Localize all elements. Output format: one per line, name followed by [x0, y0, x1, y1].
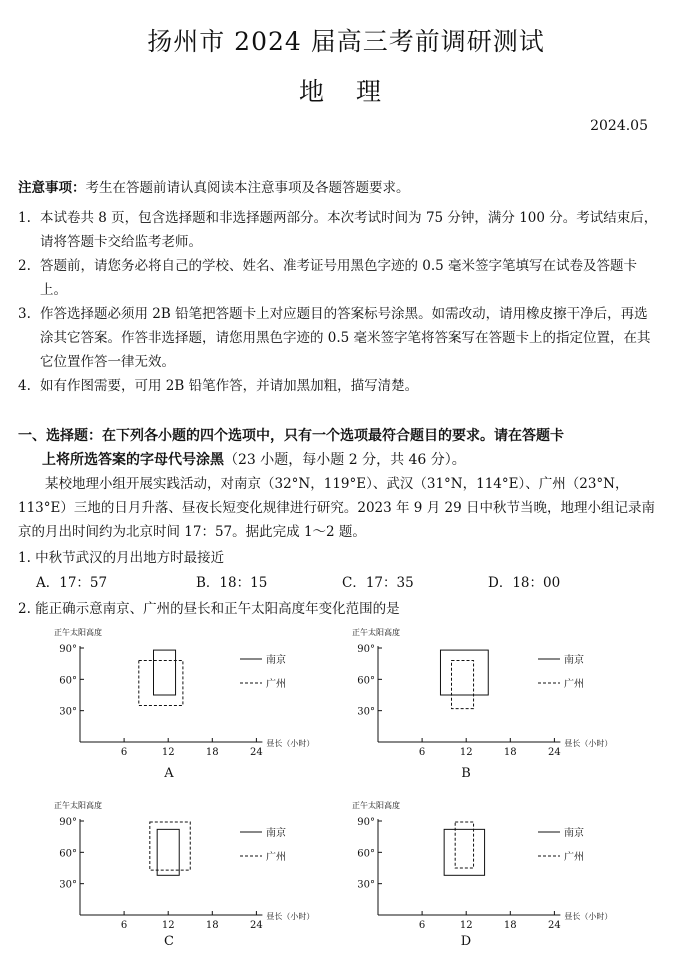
x-tick-label: 12: [161, 747, 175, 758]
notice-item-text: 作答选择题必须用 2B 铅笔把答题卡上对应题目的答案标号涂黑。如需改动，请用橡皮擦干净后，再选涂其它答案。作答非选择题，请您用黑色字迹的 0.5 毫米签字笔将答案写在答题卡上的指定位置，在其它位置作答一律无效。: [40, 306, 651, 370]
x-tick-label: 12: [459, 920, 473, 931]
y-axis-label: 正午太阳高度: [352, 801, 400, 810]
chart-letter-b: B: [461, 766, 471, 781]
section-heading: [18, 424, 658, 472]
y-tick-label: 30°: [59, 879, 77, 891]
range-box-nanjing: [440, 650, 488, 695]
y-tick-label: 60°: [357, 848, 375, 860]
option-a[interactable]: A．17：57: [36, 575, 108, 591]
legend-label: 南京: [266, 828, 286, 839]
notice-item-text: 如有作图需要，可用 2B 铅笔作答，并请加黑加粗，描写清楚。: [40, 378, 419, 394]
notice-list: [18, 206, 658, 398]
y-tick-label: 30°: [357, 879, 375, 891]
x-tick-label: 6: [120, 747, 128, 758]
notice-item-number: 3.: [18, 306, 31, 322]
chart-svg: [50, 795, 350, 945]
chart-letter-c: C: [164, 934, 174, 949]
question-2: 2. 能正确示意南京、广州的昼长和正午太阳高度年变化范围的是: [18, 601, 400, 617]
notice-intro: 考生在答题前请认真阅读本注意事项及各题答题要求。: [85, 180, 410, 196]
y-tick-label: 90°: [59, 817, 77, 828]
range-box-nanjing: [444, 829, 484, 875]
x-tick-label: 24: [548, 920, 561, 931]
section-heading-line2: [18, 448, 658, 472]
y-tick-label: 90°: [59, 644, 77, 655]
chart-svg: [50, 622, 350, 772]
section-heading-line1: 一、选择题：在下列各小题的四个选项中，只有一个选项最符合题目的要求。请在答题卡: [18, 428, 564, 444]
x-axis-label: 昼长（小时）: [564, 912, 613, 921]
x-tick-label: 18: [503, 920, 517, 931]
y-tick-label: 60°: [59, 675, 77, 687]
legend-label: 广州: [564, 852, 584, 863]
notice-item: [18, 374, 658, 398]
x-tick-label: 6: [120, 920, 128, 931]
legend-label: 南京: [564, 828, 584, 839]
y-tick-label: 90°: [357, 644, 375, 655]
x-tick-label: 24: [250, 920, 263, 931]
y-axis-label: 正午太阳高度: [54, 628, 102, 637]
notice-item-number: 1.: [18, 210, 31, 226]
notice-item: [18, 254, 658, 302]
question-stem: 某校地理小组开展实践活动，对南京（32°N，119°E）、武汉（31°N，114°E）、广州（23°N，113°E）三地的日月升落、昼夜长短变化规律进行研究。2023 年 9 月 29 日中秋节当晚，地理小组记录南京的月出时间约为北京时间 17：57。据此完成 1～2 题。: [18, 476, 655, 540]
y-axis-label: 正午太阳高度: [54, 801, 102, 810]
chart-option-a[interactable]: [50, 622, 350, 782]
notice-heading-label: 注意事项：: [18, 180, 86, 196]
notice-heading: [18, 176, 410, 196]
y-axis-label: 正午太阳高度: [352, 628, 400, 637]
option-d[interactable]: D．18：00: [488, 575, 561, 591]
x-tick-label: 24: [250, 747, 263, 758]
question-1: 1. 中秋节武汉的月出地方时最接近: [18, 550, 225, 566]
x-tick-label: 18: [205, 920, 219, 931]
x-axis-label: 昼长（小时）: [266, 912, 315, 921]
x-tick-label: 18: [503, 747, 517, 758]
x-tick-label: 12: [459, 747, 473, 758]
y-tick-label: 60°: [357, 675, 375, 687]
x-tick-label: 18: [205, 747, 219, 758]
y-tick-label: 90°: [357, 817, 375, 828]
legend-label: 南京: [266, 655, 286, 666]
chart-option-c[interactable]: [50, 795, 350, 955]
legend-label: 广州: [266, 852, 286, 863]
notice-item-text: 本试卷共 8 页，包含选择题和非选择题两部分。本次考试时间为 75 分钟，满分 100 分。考试结束后，请将答题卡交给监考老师。: [40, 210, 658, 250]
legend-label: 广州: [564, 679, 584, 690]
section-heading-line2-text: 上将所选答案的字母代号涂黑: [42, 452, 224, 468]
option-c[interactable]: C．17：35: [342, 575, 414, 591]
notice-item: [18, 206, 658, 254]
y-tick-label: 60°: [59, 848, 77, 860]
x-axis-label: 昼长（小时）: [564, 739, 613, 748]
legend-label: 南京: [564, 655, 584, 666]
legend-label: 广州: [266, 679, 286, 690]
x-tick-label: 6: [418, 747, 426, 758]
range-box-guangzhou: [452, 661, 474, 709]
chart-svg: [348, 622, 648, 772]
y-tick-label: 30°: [357, 706, 375, 718]
range-box-nanjing: [157, 829, 179, 875]
exam-date: 2024.05: [590, 118, 648, 134]
chart-option-d[interactable]: [348, 795, 648, 955]
x-tick-label: 12: [161, 920, 175, 931]
exam-subject: 地 理: [299, 77, 393, 106]
range-box-guangzhou: [139, 661, 183, 706]
section-heading-scoring: （23 小题，每小题 2 分，共 46 分）。: [224, 452, 466, 468]
option-b[interactable]: B．18：15: [196, 575, 268, 591]
notice-item-text: 答题前，请您务必将自己的学校、姓名、准考证号用黑色字迹的 0.5 毫米签字笔填写在试卷及答题卡上。: [40, 258, 638, 298]
x-tick-label: 6: [418, 920, 426, 931]
exam-title: 扬州市 2024 届高三考前调研测试: [147, 27, 545, 56]
x-tick-label: 24: [548, 747, 561, 758]
x-axis-label: 昼长（小时）: [266, 739, 315, 748]
notice-item-number: 2.: [18, 258, 31, 274]
chart-svg: [348, 795, 648, 945]
notice-item: [18, 302, 658, 374]
chart-letter-d: D: [460, 934, 472, 949]
y-tick-label: 30°: [59, 706, 77, 718]
chart-letter-a: A: [164, 766, 174, 781]
range-box-nanjing: [154, 650, 176, 695]
notice-item-number: 4.: [18, 378, 31, 394]
chart-option-b[interactable]: [348, 622, 648, 782]
